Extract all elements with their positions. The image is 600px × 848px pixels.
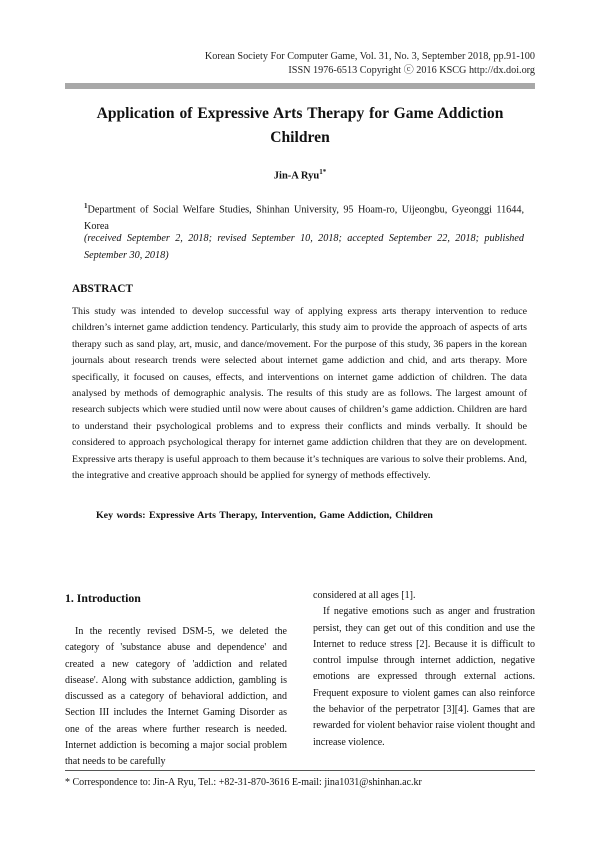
- abstract-body: This study was intended to develop successful way of applying express arts therapy intervention to reduce children’s internet game addiction tendency. Particularly, this study aim to provide the approach of aspects of arts therapy such as sand play, art, music, and dance/movement. For the purpose of this study, 36 papers in the korean journals about research trends were selected about internet game addiction and chid, and arts therapy. More specifically, it focused on causes, effects, and interventions on internet game addiction of children. The data analysed by methods of demographic analysis. The results of this study are as follows. The largest amount of research subjects which were studied until now were about causes of children’s game addiction. Children are hard to understand their psychological problems and to express their conflicts and minds verbally. It should be considered to approach psychological therapy for internet game addiction children that they are on development. Expressive arts therapy is useful approach to them because it’s techniques are various to solve their problems. And, the integrative and creative approach should be applied for synergy of methods effectively.: [72, 306, 527, 482]
- author-marks: 1*: [319, 168, 327, 176]
- section-heading-introduction: 1. Introduction: [65, 591, 141, 605]
- header-rule: [65, 83, 535, 89]
- received-dates: (received September 2, 2018; revised September 10, 2018; accepted September 22, 2018; published September 30, 2018): [84, 233, 524, 261]
- intro-paragraph-1: In the recently revised DSM-5, we deleted the category of 'substance abuse and dependence' and created a new category of 'addiction and related disease'. Along with substance addiction, gambling is discussed as a category of behavioral addiction, and Section III includes the Internet Gaming Disorder as one of the areas where further research is needed. Internet addiction is becoming a major social problem that needs to be carefully: [65, 626, 287, 768]
- right-column: [313, 588, 535, 751]
- footnote-rule: [65, 770, 535, 771]
- keywords: Key words: Expressive Arts Therapy, Intervention, Game Addiction, Children: [96, 510, 433, 521]
- affiliation: [84, 198, 524, 235]
- affiliation-mark: 1: [84, 202, 88, 210]
- author-name: Jin-A Ryu: [273, 170, 320, 182]
- paper-title: Application of Expressive Arts Therapy for Game Addiction Children: [96, 105, 504, 146]
- author-line: [65, 168, 535, 182]
- affiliation-text: Department of Social Welfare Studies, Shinhan University, 95 Hoam-ro, Uijeongbu, Gyeonggi 11644, Korea: [84, 204, 524, 232]
- journal-citation: Korean Society For Computer Game, Vol. 31, No. 3, September 2018, pp.91-100: [204, 51, 535, 62]
- left-column: [65, 624, 287, 771]
- abstract-heading: ABSTRACT: [72, 283, 133, 295]
- intro-paragraph-1-continued: considered at all ages [1].: [313, 590, 416, 601]
- intro-paragraph-2: If negative emotions such as anger and frustration persist, they can get out of this condition and use the Internet to reduce stress [2]. Because it is difficult to control impulse through internet addiction, negative emotions are expressed through external actions. Frequent exposure to violent games can also reinforce the behavior of the perpetrator [3][4]. Games that are rewarded for violent behavior raise violent thought and increase violence.: [313, 606, 535, 748]
- correspondence-footnote: * Correspondence to: Jin-A Ryu, Tel.: +82-31-870-3616 E-mail: jina1031@shinhan.ac.kr: [65, 777, 422, 788]
- journal-header: [205, 50, 535, 78]
- journal-issn: ISSN 1976-6513 Copyright ⓒ 2016 KSCG http://dx.doi.org: [288, 65, 535, 76]
